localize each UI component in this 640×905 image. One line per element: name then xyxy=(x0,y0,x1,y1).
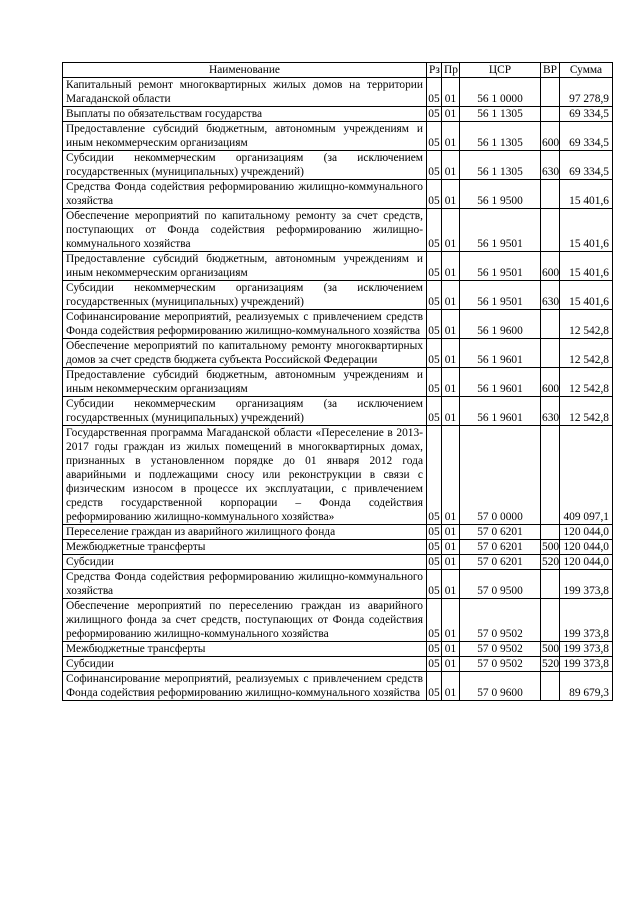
table-row xyxy=(63,570,613,599)
header-target-article: ЦСР xyxy=(460,63,541,78)
row-subsection-cell: 01 xyxy=(442,281,460,310)
row-amount-cell: 12 542,8 xyxy=(560,397,613,426)
table-row xyxy=(63,397,613,426)
row-target-article-cell: 57 0 6201 xyxy=(460,540,541,555)
row-amount-cell: 199 373,8 xyxy=(560,599,613,642)
row-amount-cell: 69 334,5 xyxy=(560,122,613,151)
row-subsection-cell: 01 xyxy=(442,570,460,599)
row-expense-type-cell xyxy=(541,78,560,107)
table-row xyxy=(63,107,613,122)
row-section-cell: 05 xyxy=(427,180,442,209)
row-subsection-cell: 01 xyxy=(442,397,460,426)
row-amount-cell: 120 044,0 xyxy=(560,525,613,540)
row-amount-cell: 12 542,8 xyxy=(560,368,613,397)
header-row xyxy=(63,63,613,78)
row-section-cell: 05 xyxy=(428,556,440,568)
row-target-article-cell: 57 0 6201 xyxy=(460,525,541,540)
table-row xyxy=(63,339,613,368)
row-expense-type-cell: 500 xyxy=(542,643,560,655)
row-section-cell: 05 xyxy=(428,541,440,553)
row-section-cell: 05 xyxy=(427,122,442,151)
row-section-cell: 05 xyxy=(427,151,442,180)
table-row xyxy=(63,151,613,180)
row-subsection-cell: 01 xyxy=(442,107,460,122)
row-name-cell: Обеспечение мероприятий по капитальному ремонту за счет средств, поступающих от Фонда содействия реформированию жилищно-коммунального хозяйства xyxy=(63,209,427,252)
row-amount-cell: 120 044,0 xyxy=(560,555,613,570)
row-section-cell: 05 xyxy=(427,368,442,397)
table-row xyxy=(63,78,613,107)
row-subsection-cell: 01 xyxy=(442,426,460,525)
header-subsection: Пр xyxy=(442,63,460,78)
row-target-article-cell: 56 1 9601 xyxy=(460,397,541,426)
row-subsection-cell: 01 xyxy=(442,209,460,252)
row-expense-type-cell: 520 xyxy=(542,556,560,568)
table-body xyxy=(63,78,613,701)
row-name-cell: Государственная программа Магаданской области «Переселение в 2013-2017 годы граждан из жилых помещений в многоквартирных домах, признанных в установленном порядке до 01 января 2012 года аварийными и подлежащими сносу или реконструкции в связи с физическим износом в процессе их эксплуатации, с привлечением средств государственной корпорации – Фонда содействия реформированию жилищно-коммунального хозяйства» xyxy=(63,426,427,525)
table-row xyxy=(63,122,613,151)
row-amount-cell: 199 373,8 xyxy=(560,642,613,657)
row-target-article-cell: 57 0 6201 xyxy=(460,555,541,570)
row-section-cell: 05 xyxy=(428,643,440,655)
table-row xyxy=(63,281,613,310)
row-target-article-cell: 57 0 9500 xyxy=(460,570,541,599)
budget-document-page xyxy=(62,62,612,701)
row-subsection-cell: 01 xyxy=(442,78,460,107)
row-name-cell: Предоставление субсидий бюджетным, автономным учреждениям и иным некоммерческим организациям xyxy=(63,252,427,281)
table-row xyxy=(63,180,613,209)
row-name-cell: Капитальный ремонт многоквартирных жилых домов на территории Магаданской области xyxy=(63,78,427,107)
row-name-cell: Межбюджетные трансферты xyxy=(63,540,427,555)
row-expense-type-cell xyxy=(541,107,560,122)
row-expense-type-cell: 600 xyxy=(541,122,560,151)
header-expense-type: ВР xyxy=(541,63,560,78)
row-section-cell: 05 xyxy=(427,209,442,252)
table-row xyxy=(63,540,613,555)
row-target-article-cell: 56 1 1305 xyxy=(460,151,541,180)
row-name-cell: Предоставление субсидий бюджетным, автономным учреждениям и иным некоммерческим организациям xyxy=(63,368,427,397)
row-subsection-cell: 01 xyxy=(442,252,460,281)
row-name-cell: Субсидии xyxy=(63,657,427,672)
row-section-cell: 05 xyxy=(427,310,442,339)
table-row xyxy=(63,642,613,657)
row-target-article-cell: 57 0 9502 xyxy=(460,642,541,657)
row-name-cell: Межбюджетные трансферты xyxy=(63,642,427,657)
row-expense-type-cell xyxy=(541,339,560,368)
row-name-cell: Выплаты по обязательствам государства xyxy=(63,107,427,122)
row-section-cell: 05 xyxy=(427,570,442,599)
row-section-cell: 05 xyxy=(427,426,442,525)
row-amount-cell: 15 401,6 xyxy=(560,180,613,209)
row-expense-type-cell xyxy=(541,599,560,642)
table-row xyxy=(63,555,613,570)
table-row xyxy=(63,310,613,339)
row-amount-cell: 199 373,8 xyxy=(560,570,613,599)
row-name-cell: Субсидии некоммерческим организациям (за исключением государственных (муниципальных) учреждений) xyxy=(63,281,427,310)
row-amount-cell: 409 097,1 xyxy=(560,426,613,525)
table-row xyxy=(63,368,613,397)
table-row xyxy=(63,525,613,540)
row-subsection-cell: 01 xyxy=(442,339,460,368)
row-subsection-cell: 01 xyxy=(442,642,460,657)
table-header xyxy=(63,63,613,78)
row-amount-cell: 15 401,6 xyxy=(560,209,613,252)
row-name-cell: Софинансирование мероприятий, реализуемых с привлечением средств Фонда содействия реформированию жилищно-коммунального хозяйства xyxy=(63,310,427,339)
row-subsection-cell: 01 xyxy=(442,525,460,540)
header-amount: Сумма xyxy=(560,63,613,78)
row-subsection-cell: 01 xyxy=(442,657,460,672)
budget-table xyxy=(62,62,613,701)
row-section-cell: 05 xyxy=(428,526,440,538)
row-expense-type-cell xyxy=(541,209,560,252)
row-subsection-cell: 01 xyxy=(442,310,460,339)
row-amount-cell: 97 278,9 xyxy=(560,78,613,107)
table-row xyxy=(63,599,613,642)
row-section-cell: 05 xyxy=(427,252,442,281)
row-amount-cell: 199 373,8 xyxy=(560,657,613,672)
row-target-article-cell: 56 1 9601 xyxy=(460,368,541,397)
row-section-cell: 05 xyxy=(427,672,442,701)
row-subsection-cell: 01 xyxy=(442,599,460,642)
row-section-cell: 05 xyxy=(427,78,442,107)
table-row xyxy=(63,426,613,525)
row-expense-type-cell: 630 xyxy=(541,151,560,180)
row-section-cell: 05 xyxy=(427,397,442,426)
row-name-cell: Субсидии некоммерческим организациям (за исключением государственных (муниципальных) учреждений) xyxy=(63,151,427,180)
row-target-article-cell: 56 1 1305 xyxy=(460,107,541,122)
row-target-article-cell: 56 1 1305 xyxy=(460,122,541,151)
row-expense-type-cell xyxy=(541,525,560,540)
row-expense-type-cell: 600 xyxy=(541,252,560,281)
header-name: Наименование xyxy=(63,63,427,78)
row-expense-type-cell xyxy=(541,570,560,599)
row-subsection-cell: 01 xyxy=(442,540,460,555)
row-target-article-cell: 57 0 9600 xyxy=(460,672,541,701)
row-expense-type-cell: 630 xyxy=(541,397,560,426)
row-name-cell: Софинансирование мероприятий, реализуемых с привлечением средств Фонда содействия реформированию жилищно-коммунального хозяйства xyxy=(63,672,427,701)
row-expense-type-cell: 500 xyxy=(542,541,560,553)
row-name-cell: Средства Фонда содействия реформированию жилищно-коммунального хозяйства xyxy=(63,570,427,599)
row-amount-cell: 15 401,6 xyxy=(560,281,613,310)
row-name-cell: Субсидии xyxy=(63,555,427,570)
row-subsection-cell: 01 xyxy=(442,151,460,180)
table-row xyxy=(63,672,613,701)
row-amount-cell: 12 542,8 xyxy=(560,310,613,339)
row-expense-type-cell xyxy=(541,180,560,209)
row-subsection-cell: 01 xyxy=(442,368,460,397)
row-name-cell: Субсидии некоммерческим организациям (за исключением государственных (муниципальных) учреждений) xyxy=(63,397,427,426)
row-subsection-cell: 01 xyxy=(442,180,460,209)
row-subsection-cell: 01 xyxy=(442,672,460,701)
row-expense-type-cell: 600 xyxy=(541,368,560,397)
row-target-article-cell: 56 1 9600 xyxy=(460,310,541,339)
row-target-article-cell: 57 0 9502 xyxy=(460,599,541,642)
table-row xyxy=(63,209,613,252)
row-amount-cell: 89 679,3 xyxy=(560,672,613,701)
row-subsection-cell: 01 xyxy=(442,122,460,151)
row-name-cell: Переселение граждан из аварийного жилищного фонда xyxy=(63,525,427,540)
row-target-article-cell: 57 0 9502 xyxy=(460,657,541,672)
row-amount-cell: 69 334,5 xyxy=(560,151,613,180)
row-section-cell: 05 xyxy=(427,599,442,642)
row-name-cell: Предоставление субсидий бюджетным, автономным учреждениям и иным некоммерческим организациям xyxy=(63,122,427,151)
row-name-cell: Обеспечение мероприятий по капитальному ремонту многоквартирных домов за счет средств бюджета субъекта Российской Федерации xyxy=(63,339,427,368)
row-amount-cell: 69 334,5 xyxy=(560,107,613,122)
row-section-cell: 05 xyxy=(427,339,442,368)
row-amount-cell: 12 542,8 xyxy=(560,339,613,368)
row-expense-type-cell xyxy=(541,310,560,339)
row-expense-type-cell: 520 xyxy=(542,658,560,670)
row-target-article-cell: 56 1 9601 xyxy=(460,339,541,368)
row-expense-type-cell xyxy=(541,426,560,525)
row-target-article-cell: 56 1 9501 xyxy=(460,281,541,310)
row-target-article-cell: 56 1 9501 xyxy=(460,252,541,281)
row-expense-type-cell xyxy=(541,672,560,701)
row-section-cell: 05 xyxy=(427,281,442,310)
row-subsection-cell: 01 xyxy=(442,555,460,570)
row-amount-cell: 15 401,6 xyxy=(560,252,613,281)
row-target-article-cell: 57 0 0000 xyxy=(460,426,541,525)
row-target-article-cell: 56 1 0000 xyxy=(460,78,541,107)
row-section-cell: 05 xyxy=(428,658,440,670)
row-amount-cell: 120 044,0 xyxy=(560,540,613,555)
row-name-cell: Средства Фонда содействия реформированию жилищно-коммунального хозяйства xyxy=(63,180,427,209)
row-target-article-cell: 56 1 9500 xyxy=(460,180,541,209)
row-expense-type-cell: 630 xyxy=(541,281,560,310)
table-row xyxy=(63,657,613,672)
row-target-article-cell: 56 1 9501 xyxy=(460,209,541,252)
table-row xyxy=(63,252,613,281)
header-section: Рз xyxy=(427,63,442,78)
row-name-cell: Обеспечение мероприятий по переселению граждан из аварийного жилищного фонда за счет средств, поступающих от Фонда содействия реформированию жилищно-коммунального хозяйства xyxy=(63,599,427,642)
row-section-cell: 05 xyxy=(428,108,440,120)
